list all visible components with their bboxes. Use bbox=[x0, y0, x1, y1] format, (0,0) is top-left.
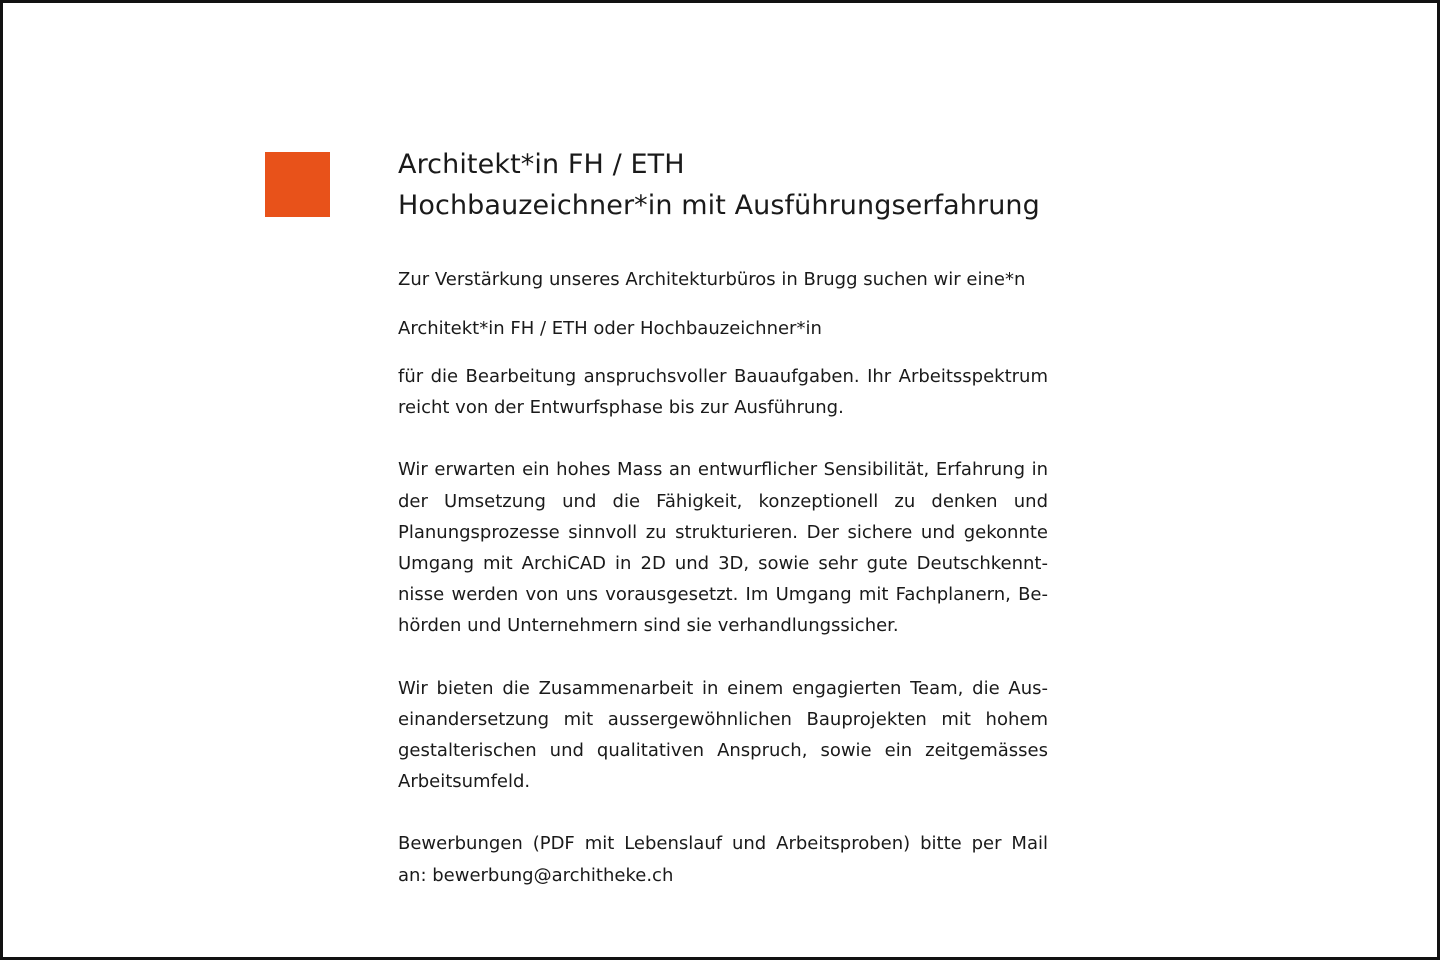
offer-paragraph: Wir bieten die Zusammenarbeit in einem engagierten Team, die Aus-einandersetzung mit aussergewöhnlichen Bauprojekten mit hohem gestalterischen und qualitativen Anspruch, sowie ein zeitgemässes Arbeitsumfeld. bbox=[398, 677, 1048, 793]
intro-text: Zur Verstärkung unseres Architekturbüros in Brugg suchen wir eine*n bbox=[398, 269, 1026, 290]
application-paragraph: Bewerbungen (PDF mit Lebenslauf und Arbeitsproben) bitte per Mail an: bewerbung@architheke.ch bbox=[398, 833, 1048, 886]
role-text: Architekt*in FH / ETH oder Hochbauzeichner*in bbox=[398, 318, 822, 339]
accent-square bbox=[265, 152, 330, 217]
expectations-paragraph: Wir erwarten ein hohes Mass an entwurflicher Sensibilität, Erfahrung in der Umsetzung und die Fähigkeit, konzeptionell zu denken und Planungsprozesse sinnvoll zu strukturieren. Der sichere und gekonnte Umgang mit ArchiCAD in 2D und 3D, sowie sehr gute Deutschkennt-nisse werden von uns vorausgesetzt. Im Umgang mit Fachplanern, Be-hörden und Unternehmern sind sie verhandlungssicher. bbox=[398, 459, 1048, 637]
scope-paragraph: für die Bearbeitung anspruchsvoller Bauaufgaben. Ihr Arbeitsspektrum reicht von der Entwurfsphase bis zur Ausführung. bbox=[398, 366, 1048, 419]
title-line-2: Hochbauzeichner*in mit Ausführungserfahrung bbox=[398, 190, 1040, 221]
job-posting bbox=[398, 144, 1048, 891]
title-line-1: Architekt*in FH / ETH bbox=[398, 149, 685, 180]
page-title bbox=[398, 144, 1048, 226]
